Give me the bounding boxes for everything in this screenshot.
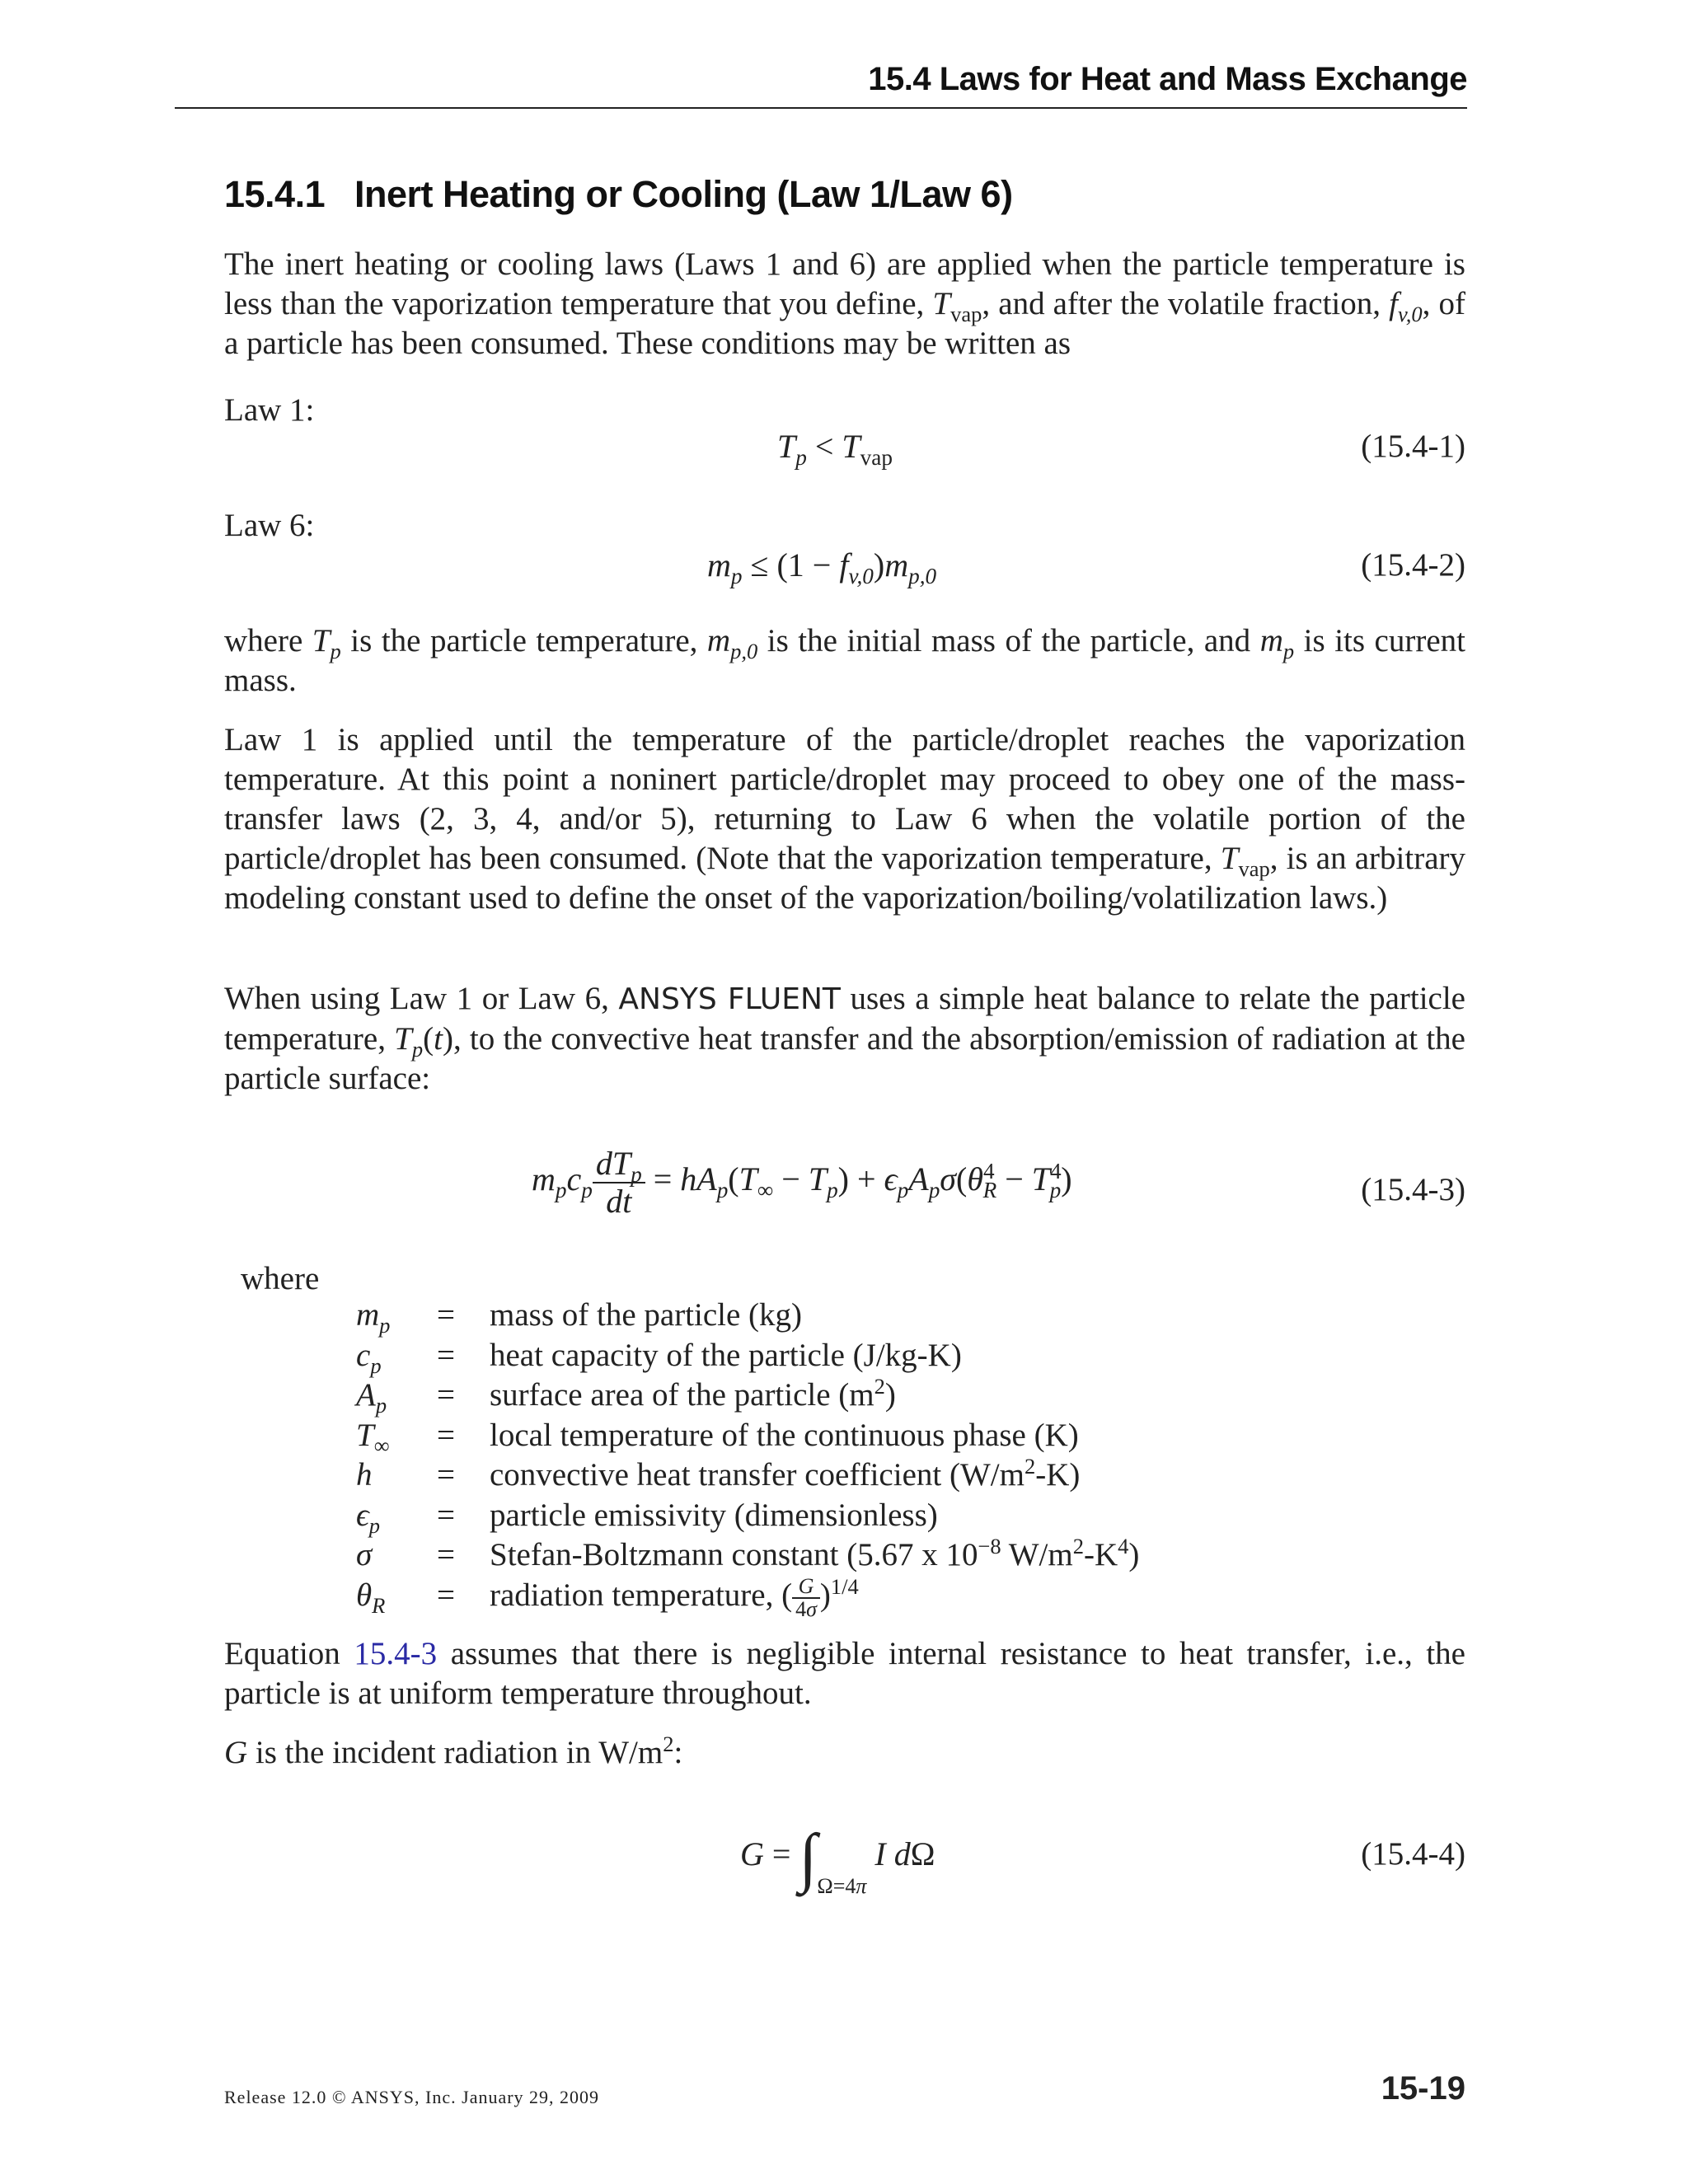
law1-label: Law 1: <box>224 392 315 428</box>
where-label: where <box>241 1261 320 1296</box>
product-name: ANSYS FLUENT <box>618 982 841 1016</box>
section-heading <box>224 173 1013 216</box>
paragraph-equation-assumption: Equation 15.4-3 assumes that there is negligible internal resistance to heat transfer, i.e., the particle is at uniform temperature throughout. <box>224 1636 1465 1711</box>
running-header: 15.4 Laws for Heat and Mass Exchange <box>868 61 1467 97</box>
math-t-vap: $T_{vap}$ <box>932 286 982 326</box>
equation-reference-link[interactable]: 15.4-3 <box>354 1636 438 1671</box>
paragraph-where-tp: where $T_p$ is the particle temperature, $m_{p,0}$ is the initial mass of the particle, and $m_p$ is its current mass. <box>224 623 1465 698</box>
equation-15-4-4: $G = \int_{\Omega=4\pi}$ I dΩ <box>740 1821 935 1898</box>
page-number: 15-19 <box>1381 2070 1465 2107</box>
law6-label: Law 6: <box>224 508 315 543</box>
paragraph-law1-applied: Law 1 is applied until the temperature of the particle/droplet reaches the vaporization temperature. At this point a noninert particle/droplet may proceed to obey one of the mass-transfer laws (2, 3, 4, and/or 5), returning to Law 6 when the volatile portion of the particle/droplet has been consumed. (Note that the vaporization temperature, $T_{vap}$, is an arbitrary modeling constant used to define the onset of the vaporization/boiling/volatilization laws.) <box>224 722 1465 916</box>
math-fv0: $f_{v,0}$ <box>1389 286 1423 326</box>
equation-15-4-2: $m_p \le (1 - f_{v,0})m_{p,0}$ <box>707 546 937 588</box>
equation-15-4-1: $T_p < T_{vap}$ <box>777 428 893 470</box>
paragraph-intro: The inert heating or cooling laws (Laws 1 and 6) are applied when the particle temperature is less than the vaporization temperature that you define, $T_{vap}$, and after the volatile fraction, $f_{v,0}$, of a particle has been consumed. These conditions may be written as <box>224 246 1465 361</box>
section-number: 15.4.1 <box>224 173 326 215</box>
document-page: 15.4 Laws for Heat and Mass Exchange 15.4.1 Inert Heating or Cooling (Law 1/Law 6) The inert heating or cooling laws (Laws 1 and 6) are applied when the particle temperature is less than the vaporization temperature that you define, $T_{vap}$, and after the volatile fraction, $f_{v,0}$, of a particle has been consumed. These conditions may be written as Law 1: $T_p < T_{vap}$ (15.4-1) Law 6: $m_p \le (1 - f_{v,0})m_{p,0}$ (15.4-2) where $T_p$ is the particle temperature, $m_{p,0}$ is the initial mass of the particle, and $m_p$ is its current mass. Law 1 is applied until the temperature of the particle/droplet reaches the vaporization temperature. At this point a noninert particle/droplet may proceed to obey one of the mass-transfer laws (2, 3, 4, and/or 5), returning to Law 6 when the volatile portion of the particle/droplet has been consumed. (Note that the vaporization temperature, $T_{vap}$, is an arbitrary modeling constant used to define the onset of the vaporization/boiling/volatilization laws.) When using Law 1 or Law 6, ANSYS FLUENT uses a simple heat balance to relate the particle temperature, $T_p(t)$, to the convective heat transfer and the absorption/emission of radiation at the particle surface: $m_pc_p$ $\frac{dT_p}{dt}$ = $hA_p(T_\infty - T_p) + \epsilon_pA_p\sigma(\theta^4_R - T^4_p)$ (15.4-3) where $m_p$ = mass of the particle (kg) $c_p$ = heat capacity of the particle (J/kg-K) $A_p$ = surface area of the particle $(m^2)$ $T_\infty$ = local temperature of the continuous phase (K) h = convective heat transfer coefficient $(W/m^2-K)$ $\epsilon_p$ = particle emissivity (dimensionless) σ = Stefan-Boltzmann constant (5.67 x $10^{-8}$ $W/m^2-K^4$) $\theta_R$ = radiation temperature, ( $\frac{G}{4\sigma}$ )$^{1/4}$ Equation 15.4-3 assumes that there is negligible internal resistance to heat transfer, i.e., the particle is at uniform temperature throughout. G is the incident radiation in $W/m^2$: $G = \int_{\Omega=4\pi}$ I dΩ (15.4-4) Release 12.0 © ANSYS, Inc. January 29, 2009 15-19 <box>0 0 1688 2184</box>
equation-number: (15.4-2) <box>1361 547 1465 583</box>
equation-number: (15.4-1) <box>1361 429 1465 464</box>
paragraph-incident-radiation: G is the incident radiation in $W/m^2$: <box>224 1732 683 1770</box>
section-title: Inert Heating or Cooling (Law 1/Law 6) <box>354 173 1013 215</box>
paragraph-heat-balance: When using Law 1 or Law 6, ANSYS FLUENT uses a simple heat balance to relate the particle temperature, $T_p(t)$, to the convective heat transfer and the absorption/emission of radiation at the particle surface: <box>224 981 1465 1096</box>
footer-release: Release 12.0 © ANSYS, Inc. January 29, 2009 <box>224 2087 600 2107</box>
equation-number: (15.4-3) <box>1361 1172 1465 1207</box>
equation-number: (15.4-4) <box>1361 1836 1465 1872</box>
header-rule <box>175 107 1467 109</box>
equation-15-4-3: $m_pc_p$ $\frac{dT_p}{dt}$ = $hA_p(T_\infty - T_p) + \epsilon_pA_p\sigma(\theta^4_R - T^4_p)$ <box>532 1145 1072 1220</box>
